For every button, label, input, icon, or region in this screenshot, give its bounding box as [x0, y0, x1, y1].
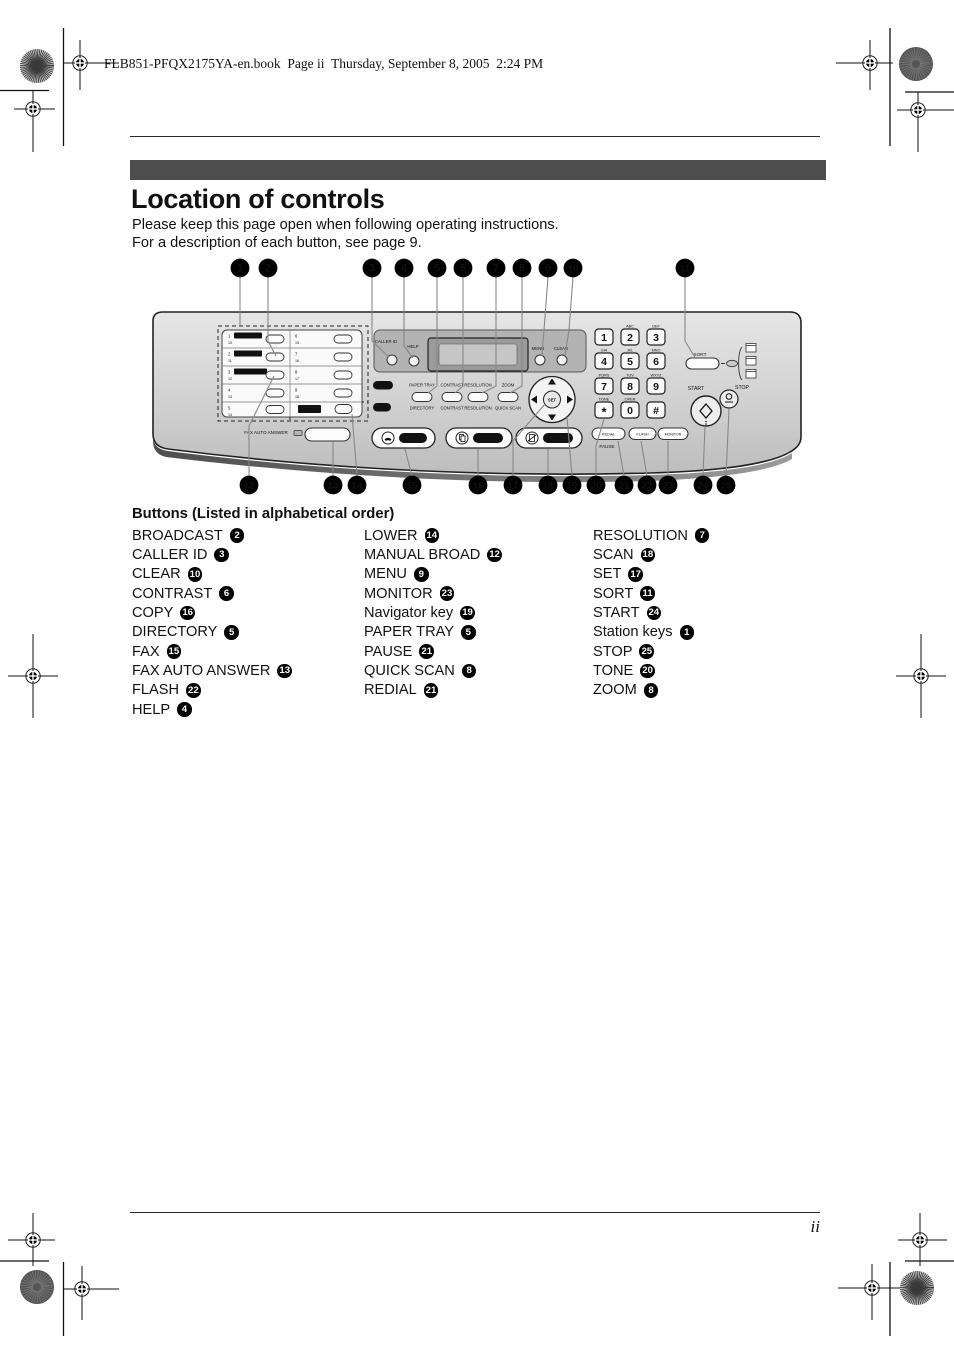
svg-text:9: 9: [295, 387, 298, 393]
section-bar: [130, 160, 826, 180]
svg-text:3: 3: [368, 262, 376, 275]
svg-text:17: 17: [295, 377, 299, 381]
svg-text:8: 8: [518, 262, 526, 275]
svg-text:9: 9: [653, 381, 659, 393]
svg-text:12: 12: [243, 480, 255, 492]
pinwheel-mark: [900, 1271, 934, 1305]
svg-text:21: 21: [618, 480, 630, 492]
svg-text:11: 11: [679, 263, 691, 275]
button-list-label: PAUSE: [364, 643, 413, 660]
svg-text:BROADCAST: BROADCAST: [237, 352, 259, 356]
redial-label: REDIAL: [602, 432, 615, 437]
button-list-item: [132, 526, 292, 545]
button-list-item: [593, 584, 709, 603]
svg-text:17: 17: [507, 480, 519, 492]
button-list-label: FLASH: [132, 682, 180, 699]
svg-text:*: *: [601, 404, 607, 420]
flash-label: FLASH: [636, 432, 649, 437]
fax-function-label: QUICK SCAN: [494, 405, 522, 411]
button-list-label: SORT: [593, 585, 634, 602]
callout-24: [694, 476, 713, 495]
button-list-item: [132, 545, 292, 564]
svg-text:10: 10: [567, 263, 579, 275]
fax-function-label: CONTRAST: [440, 405, 464, 411]
callout-23: [659, 476, 678, 495]
fax-function-label: DIRECTORY: [409, 405, 435, 411]
callout-21: [615, 476, 634, 495]
button-list-item: [132, 661, 292, 680]
svg-text:2: 2: [264, 262, 272, 275]
crop-crosshair-mark: [896, 634, 946, 718]
function-button-1: [412, 393, 432, 402]
callout-reference-badge: 25: [639, 644, 654, 659]
callout-10: [564, 259, 583, 278]
svg-text:25: 25: [720, 480, 732, 492]
button-list-item: [364, 642, 502, 661]
callout-20: [587, 476, 606, 495]
button-list-item: [364, 661, 502, 680]
callout-reference-badge: 5: [461, 625, 476, 640]
button-list-item: [593, 642, 709, 661]
callout-11: [676, 259, 695, 278]
callout-17: [504, 476, 523, 495]
svg-text:TONE: TONE: [598, 397, 610, 402]
page-number: ii: [810, 1217, 820, 1236]
crop-crosshair-mark: [898, 1213, 947, 1266]
svg-text:ABC: ABC: [626, 324, 634, 329]
svg-text:14: 14: [228, 413, 232, 417]
callout-reference-badge: 6: [219, 586, 234, 601]
callout-reference-badge: 5: [224, 625, 239, 640]
button-list-item: [593, 623, 709, 642]
svg-text:6: 6: [295, 333, 298, 339]
button-list-heading: Buttons (Listed in alphabetical order): [132, 506, 395, 522]
svg-text:2: 2: [627, 332, 633, 344]
callout-reference-badge: 14: [425, 528, 440, 543]
button-list-item: [132, 642, 292, 661]
crop-crosshair-mark: [8, 1213, 55, 1266]
button-list-label: LOWER: [364, 527, 418, 544]
svg-text:14: 14: [351, 480, 363, 492]
callout-reference-badge: 2: [230, 528, 245, 543]
svg-text:0: 0: [627, 405, 633, 417]
button-list-label: REDIAL: [364, 682, 417, 699]
button-list-label: MONITOR: [364, 585, 433, 602]
callout-13: [324, 476, 343, 495]
monitor-label: MONITOR: [664, 432, 682, 437]
svg-text:16: 16: [472, 480, 484, 492]
callout-25: [717, 476, 736, 495]
button-list-column-2: [364, 526, 502, 700]
svg-text:FAX: FAX: [408, 436, 418, 443]
callout-12: [240, 476, 259, 495]
svg-text:1: 1: [228, 333, 231, 339]
button-list-column-3: [593, 526, 709, 700]
svg-text:6: 6: [653, 356, 659, 368]
callout-reference-badge: 23: [440, 586, 455, 601]
button-list-item: [132, 623, 292, 642]
callout-reference-badge: 4: [177, 702, 192, 717]
svg-text:GHI: GHI: [600, 348, 608, 353]
fax-auto-answer-button: [305, 428, 350, 441]
callout-reference-badge: 1: [680, 625, 695, 640]
button-list-item: [364, 603, 502, 622]
svg-text:SCAN: SCAN: [550, 436, 566, 443]
svg-text:4: 4: [228, 387, 231, 393]
button-list-label: HELP: [132, 701, 171, 718]
button-list-label: SCAN: [593, 547, 634, 564]
intro-line-1: Please keep this page open when following operating instructions.: [132, 217, 559, 233]
callout-15: [403, 476, 422, 495]
ink-disc-mark: [899, 47, 933, 81]
svg-text:4: 4: [400, 262, 408, 275]
button-list-column-1: [132, 526, 292, 719]
svg-text:JKL: JKL: [626, 348, 634, 353]
callout-reference-badge: 9: [414, 567, 429, 582]
button-list-item: [593, 545, 709, 564]
button-list-item: [593, 661, 709, 680]
sort-label: SORT: [693, 353, 707, 358]
svg-text:20: 20: [590, 480, 602, 492]
callout-reference-badge: 16: [180, 606, 195, 621]
callout-reference-badge: 8: [462, 664, 477, 679]
callout-16: [469, 476, 488, 495]
callout-4: [395, 259, 414, 278]
svg-text:7: 7: [492, 262, 500, 275]
svg-text:19: 19: [566, 480, 578, 492]
button-list-label: MENU: [364, 566, 407, 583]
svg-text:22: 22: [641, 480, 653, 492]
svg-text:10: 10: [228, 341, 232, 345]
button-list-item: [593, 681, 709, 700]
button-list-label: CALLER ID: [132, 547, 208, 564]
start-label: START: [687, 386, 705, 392]
callout-reference-badge: 18: [641, 548, 656, 563]
callout-reference-badge: 22: [186, 683, 201, 698]
copy-function-label: RESOLUTION: [464, 382, 492, 388]
callout-reference-badge: 15: [167, 644, 182, 659]
callout-reference-badge: 7: [695, 528, 710, 543]
svg-text:8: 8: [627, 381, 633, 393]
svg-text:DEF: DEF: [652, 324, 660, 329]
start-dot: [705, 423, 707, 425]
callout-5: [428, 259, 447, 278]
svg-text:MNO: MNO: [651, 348, 661, 353]
svg-text:12: 12: [228, 377, 232, 381]
button-list-label: START: [593, 605, 640, 622]
svg-text:24: 24: [697, 480, 709, 492]
button-list-label: RESOLUTION: [593, 527, 688, 544]
fax-function-label: RESOLUTION: [464, 405, 492, 411]
callout-reference-badge: 13: [277, 664, 292, 679]
svg-text:BROADCAST: BROADCAST: [237, 334, 259, 338]
callout-reference-badge: 24: [647, 606, 662, 621]
clear-label: CLEAR: [553, 346, 569, 351]
control-panel-diagram: [140, 255, 810, 505]
crop-crosshair-mark: [838, 1264, 900, 1320]
svg-text:#: #: [653, 405, 659, 417]
callout-9: [539, 259, 558, 278]
callout-1: [231, 259, 250, 278]
callout-reference-badge: 20: [640, 664, 655, 679]
button-list-label: COPY: [132, 605, 174, 622]
button-list-label: PAPER TRAY: [364, 624, 455, 641]
intro-line-2: For a description of each button, see page 9.: [132, 235, 422, 251]
button-list-item: [132, 700, 292, 719]
button-list-label: DIRECTORY: [132, 624, 218, 641]
start-dot: [705, 421, 707, 423]
svg-text:7: 7: [295, 351, 298, 357]
svg-text:TUV: TUV: [626, 373, 634, 378]
svg-text:3: 3: [228, 369, 231, 375]
keypad-key-hash: [647, 402, 665, 418]
svg-text:COPY: COPY: [480, 436, 496, 443]
svg-text:2: 2: [228, 351, 231, 357]
help-button: [409, 356, 419, 366]
button-list-label: Station keys: [593, 624, 673, 641]
button-list-label: SET: [593, 566, 622, 583]
svg-text:13: 13: [228, 395, 232, 399]
menu-button: [535, 355, 545, 365]
print-header: FLB851-PFQX2175YA-en.book Page ii Thursday, September 8, 2005 2:24 PM: [104, 56, 544, 71]
top-rule: [130, 136, 820, 137]
callout-reference-badge: 12: [487, 548, 502, 563]
svg-text:WXYZ: WXYZ: [650, 373, 662, 378]
svg-text:8: 8: [295, 369, 298, 375]
fax-auto-answer-led: [294, 431, 302, 436]
callout-reference-badge: 10: [188, 567, 203, 582]
callout-6: [454, 259, 473, 278]
svg-text:1: 1: [236, 262, 244, 275]
pinwheel-mark: [20, 49, 54, 83]
button-list-item: [364, 565, 502, 584]
function-button-2: [442, 393, 462, 402]
fax-auto-answer-label: FAX AUTO ANSWER: [244, 430, 288, 435]
help-label: HELP: [407, 344, 419, 349]
callout-22: [638, 476, 657, 495]
svg-text:13: 13: [327, 480, 339, 492]
bottom-rule: [130, 1212, 820, 1213]
button-list-label: QUICK SCAN: [364, 663, 455, 680]
svg-text:LOWER: LOWER: [301, 407, 318, 412]
clear-button: [557, 355, 567, 365]
button-list-label: MANUAL BROAD: [364, 547, 481, 564]
button-list-item: [132, 681, 292, 700]
svg-text:4: 4: [601, 356, 607, 368]
button-list-item: [132, 584, 292, 603]
callout-reference-badge: 17: [628, 567, 643, 582]
copy-group-label: COPY: [376, 383, 390, 389]
button-list-item: [364, 681, 502, 700]
button-list-label: CONTRAST: [132, 585, 213, 602]
button-list-item: [364, 545, 502, 564]
button-list-label: CLEAR: [132, 566, 181, 583]
copy-mode-button: [446, 428, 512, 448]
sorted-pages-icon: [746, 344, 756, 379]
svg-text:9: 9: [544, 262, 552, 275]
ink-disc-mark: [20, 1270, 54, 1304]
callout-7: [487, 259, 506, 278]
button-list-item: [364, 526, 502, 545]
button-list-label: ZOOM: [593, 682, 637, 699]
sort-button: [686, 358, 719, 369]
callout-reference-badge: 3: [214, 548, 229, 563]
svg-text:18: 18: [295, 395, 299, 399]
svg-text:23: 23: [662, 480, 674, 492]
crop-crosshair-mark: [836, 40, 893, 90]
button-list-item: [593, 565, 709, 584]
svg-text:15: 15: [406, 480, 418, 492]
button-list-item: [593, 526, 709, 545]
svg-text:7: 7: [601, 381, 607, 393]
button-list-label: BROADCAST: [132, 527, 223, 544]
callout-reference-badge: 21: [424, 683, 439, 698]
svg-text:1: 1: [601, 332, 607, 344]
svg-text:OPER: OPER: [624, 397, 636, 402]
button-list-item: [593, 603, 709, 622]
callout-reference-badge: 19: [460, 606, 475, 621]
svg-text:6: 6: [459, 262, 467, 275]
svg-text:18: 18: [542, 480, 554, 492]
callout-3: [363, 259, 382, 278]
menu-label: MENU: [531, 346, 545, 351]
svg-text:3: 3: [653, 332, 659, 344]
svg-text:5: 5: [433, 262, 441, 275]
lcd-screen: [439, 344, 517, 365]
fax-group-label: FAX: [377, 405, 387, 411]
page-title: Location of controls: [131, 184, 385, 214]
callout-18: [539, 476, 558, 495]
crop-crosshair-mark: [897, 92, 954, 152]
callout-reference-badge: 11: [640, 586, 655, 601]
callout-reference-badge: 8: [644, 683, 659, 698]
callout-2: [259, 259, 278, 278]
callout-8: [513, 259, 532, 278]
button-list-label: Navigator key: [364, 605, 454, 622]
button-list-item: [132, 565, 292, 584]
svg-text:5: 5: [627, 356, 633, 368]
copy-function-label: ZOOM: [501, 382, 515, 388]
svg-text:16: 16: [295, 359, 299, 363]
caller-id-label: CALLER ID: [374, 339, 398, 344]
svg-text:MANUAL BROAD: MANUAL BROAD: [236, 370, 265, 374]
pause-label: PAUSE: [599, 444, 615, 449]
keypad-key-1: [595, 329, 613, 345]
svg-text:11: 11: [228, 359, 232, 363]
svg-text:15: 15: [295, 341, 299, 345]
callout-reference-badge: 21: [419, 644, 434, 659]
copy-function-label: PAPER TRAY: [409, 382, 435, 388]
set-label: SET: [547, 397, 557, 403]
copy-function-label: CONTRAST: [440, 382, 464, 388]
fax-mode-button: [372, 428, 435, 448]
button-list-item: [364, 584, 502, 603]
svg-text:5: 5: [228, 405, 231, 411]
function-button-4: [498, 393, 518, 402]
button-list-label: STOP: [593, 643, 633, 660]
scan-mode-button: [516, 428, 582, 448]
button-list-item: [132, 603, 292, 622]
sort-led: [727, 360, 738, 366]
button-list-item: [364, 623, 502, 642]
function-button-3: [468, 393, 488, 402]
callout-19: [563, 476, 582, 495]
button-list-label: TONE: [593, 663, 634, 680]
stop-label: STOP: [734, 385, 750, 391]
crop-crosshair-mark: [8, 634, 58, 718]
callout-14: [348, 476, 367, 495]
button-list-label: FAX: [132, 643, 160, 660]
crop-crosshair-mark: [64, 1266, 119, 1320]
svg-text:PQRS: PQRS: [598, 373, 610, 378]
crop-crosshair-mark: [14, 91, 55, 152]
button-list-label: FAX AUTO ANSWER: [132, 663, 271, 680]
